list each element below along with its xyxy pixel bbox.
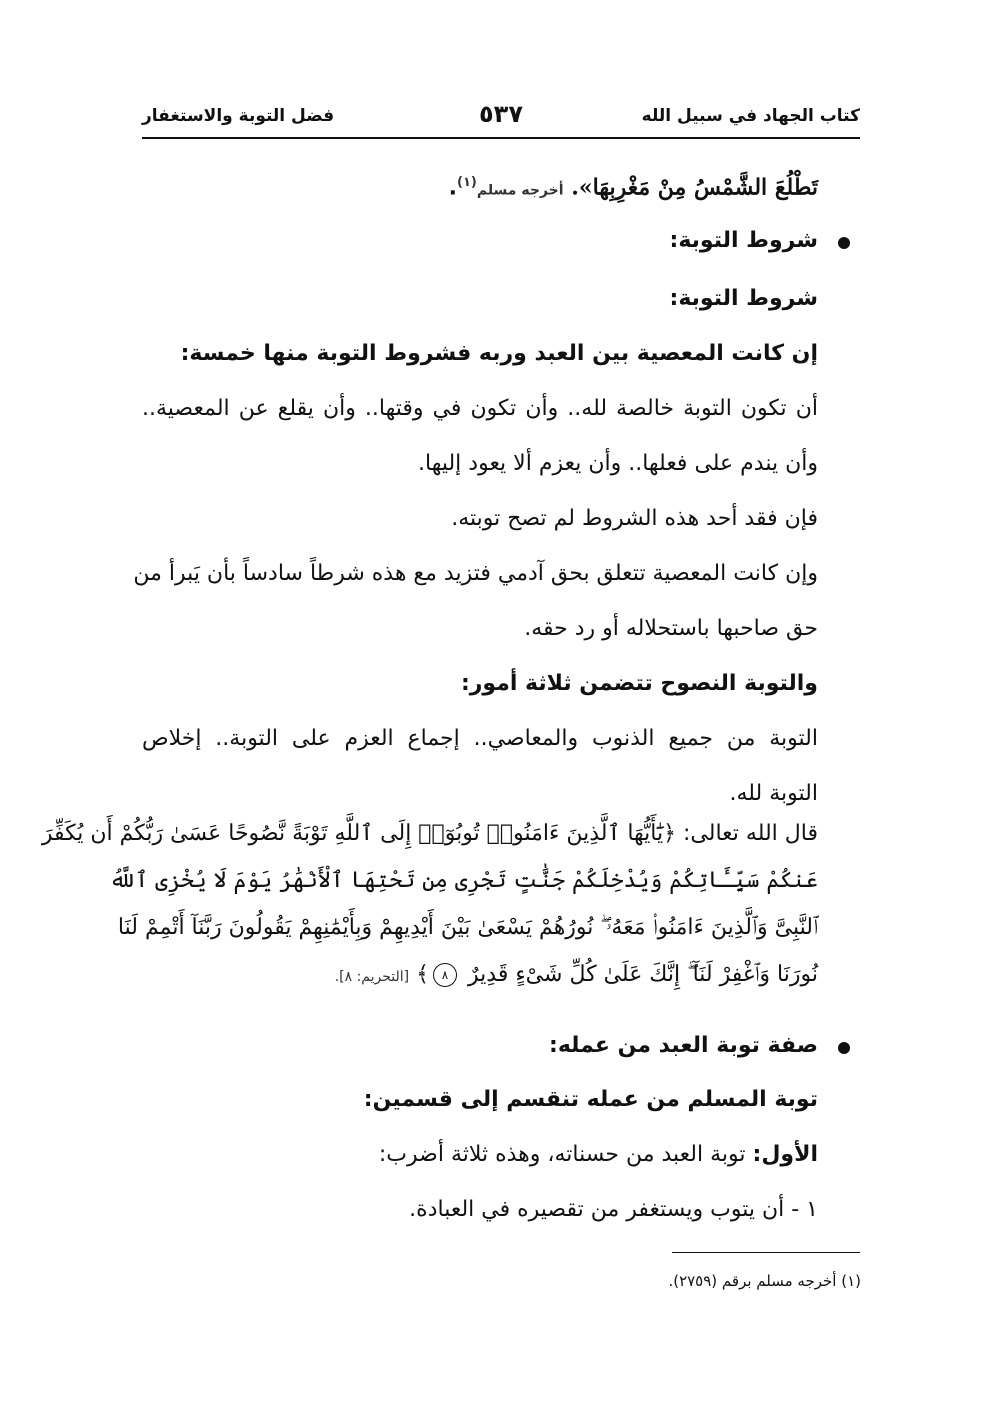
hadith-text: تَطْلُعَ الشَّمْسُ مِنْ مَغْرِبِهَا». (571, 174, 818, 201)
paragraph-text: توبة العبد من حسناته، وهذه ثلاثة أضرب: (378, 1142, 746, 1167)
paragraph-line: وأن يندم على فعلها.. وأن يعزم ألا يعود إليها. (418, 451, 818, 476)
paragraph-line (379, 1137, 818, 1173)
quran-line: ٱلنَّبِىَّ وَٱلَّذِينَ ءَامَنُوا۟ مَعَهُۥ ۖ نُورُهُمْ يَسْعَىٰ بَيْنَ أَيْدِيهِمْ وَبِأَيْمَٰنِهِمْ يَقُولُونَ رَبَّنَآ أَتْمِمْ لَنَا (117, 915, 818, 940)
paragraph-line: وإن كانت المعصية تتعلق بحق آدمي فتزيد مع هذه شرطاً سادساً بأن يَبرأ من (133, 561, 818, 586)
paragraph-line: حق صاحبها باستحلاله أو رد حقه. (524, 616, 818, 641)
quran-text: نُورَنَا وَٱغْفِرْ لَنَآ ۖ إِنَّكَ عَلَىٰ كُلِّ شَىْءٍ قَدِيرٌ (468, 962, 818, 987)
section-heading: صفة توبة العبد من عمله: (549, 1033, 818, 1058)
section-heading: شروط التوبة: (669, 228, 818, 253)
quran-text: ﴿يَٰٓأَيُّهَا ٱلَّذِينَ ءَامَنُوا۟ تُوبُوٓا۟ إِلَى ٱللَّهِ تَوْبَةً نَّصُوحًا عَسَىٰ رَبُّكُمْ أَن يُكَفِّرَ (41, 821, 677, 846)
paragraph-line: التوبة لله. (729, 781, 818, 806)
quran-line (42, 816, 818, 852)
subheading: توبة المسلم من عمله تنقسم إلى قسمين: (363, 1087, 818, 1112)
paragraph-label: الأول: (752, 1142, 818, 1167)
paragraph-line: إن كانت المعصية بين العبد وربه فشروط التوبة منها خمسة: (180, 341, 818, 366)
paragraph-line: أن تكون التوبة خالصة لله.. وأن تكون في وقتها.. وأن يقلع عن المعصية.. (142, 396, 818, 421)
quran-line (335, 957, 818, 995)
subheading: شروط التوبة: (669, 286, 818, 311)
ayah-number-icon: ٨ (433, 963, 457, 987)
header-rule (142, 137, 860, 139)
paragraph-line: التوبة من جميع الذنوب والمعاصي.. إجماع العزم على التوبة.. إخلاص (142, 726, 818, 751)
chapter-title: فضل التوبة والاستغفار (142, 106, 335, 126)
bullet-icon (838, 237, 850, 249)
page-number: ٥٣٧ (479, 100, 523, 128)
hadith-source: أخرجه مسلم (476, 182, 564, 199)
quran-line: عَنكُمْ سَيِّـَٔاتِكُمْ وَيُدْخِلَكُمْ جَنَّٰتٍ تَجْرِى مِن تَحْتِهَا ٱلْأَنْهَٰرُ يَوْمَ لَا يُخْزِى ٱللَّهُ (109, 868, 818, 893)
footnote-rule (672, 1252, 860, 1253)
list-item: ١ - أن يتوب ويستغفر من تقصيره في العبادة. (409, 1197, 818, 1222)
book-title: كتاب الجهاد في سبيل الله (641, 106, 860, 126)
quran-close-bracket: ﴾ (416, 962, 430, 987)
paragraph-line: فإن فقد أحد هذه الشروط لم تصح توبته. (451, 506, 818, 531)
hadith-line: تَطْلُعَ الشَّمْسُ مِنْ مَغْرِبِهَا». أخرجه مسلم$^{(١)}$. (448, 174, 818, 201)
quran-reference: [التحريم: ٨]. (334, 969, 410, 985)
footnote: (١) أخرجه مسلم برقم (٢٧٥٩). (668, 1272, 861, 1290)
running-header (142, 98, 860, 138)
quran-intro: قال الله تعالى: (683, 821, 818, 846)
paragraph-line: والتوبة النصوح تتضمن ثلاثة أمور: (460, 671, 818, 696)
bullet-icon (838, 1042, 850, 1054)
footnote-marker: (١) (457, 175, 477, 190)
